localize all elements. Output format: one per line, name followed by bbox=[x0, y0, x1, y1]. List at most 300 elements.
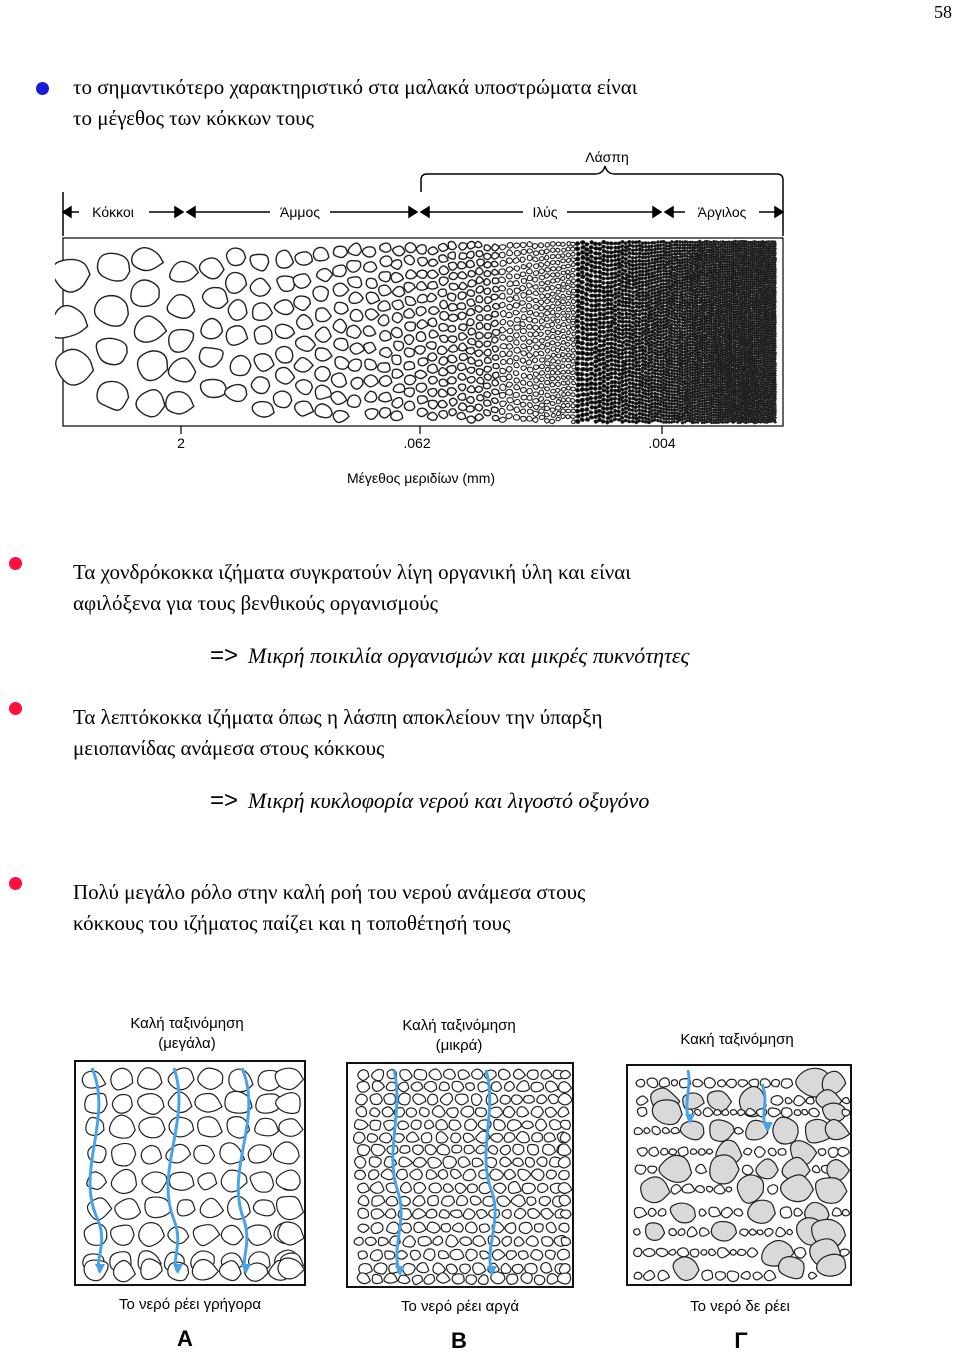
grain-particle bbox=[230, 355, 251, 375]
grain-particle bbox=[717, 386, 719, 388]
grain-particle bbox=[601, 407, 605, 410]
grain-particle bbox=[493, 303, 500, 309]
grain-particle bbox=[594, 271, 598, 274]
grain-particle bbox=[527, 346, 532, 351]
grain-particle bbox=[741, 421, 743, 423]
grain-particle bbox=[613, 305, 616, 308]
grain-particle bbox=[647, 259, 650, 262]
grain-particle bbox=[701, 419, 703, 421]
grain-particle bbox=[662, 308, 665, 310]
grain-particle bbox=[628, 417, 631, 419]
grain-particle bbox=[653, 386, 656, 388]
grain-particle bbox=[671, 307, 673, 309]
grain-particle bbox=[590, 304, 594, 307]
grain-particle bbox=[507, 304, 513, 309]
grain-particle bbox=[566, 296, 571, 300]
grain-particle bbox=[648, 408, 651, 410]
grain-particle bbox=[659, 277, 661, 279]
grain-particle bbox=[722, 246, 724, 247]
grain-particle bbox=[758, 390, 760, 392]
grain-particle bbox=[613, 351, 616, 354]
grain-particle bbox=[650, 344, 653, 346]
grain-particle bbox=[679, 318, 681, 320]
grain-particle bbox=[594, 378, 597, 381]
grain-particle bbox=[684, 261, 686, 263]
grain-particle bbox=[638, 390, 641, 393]
grain-particle bbox=[585, 253, 589, 257]
grain-particle bbox=[703, 323, 705, 325]
grain-particle bbox=[334, 302, 348, 314]
grain-particle bbox=[647, 380, 650, 382]
grain-particle bbox=[521, 308, 527, 313]
grain-particle bbox=[598, 257, 602, 260]
grain-particle bbox=[492, 415, 499, 420]
grain-particle bbox=[641, 374, 644, 376]
grain-particle bbox=[651, 334, 654, 336]
grain-particle bbox=[576, 420, 580, 424]
grain-particle bbox=[694, 325, 696, 327]
grain-particle bbox=[701, 368, 703, 370]
grain-particle bbox=[762, 351, 764, 353]
grain-particle bbox=[713, 388, 715, 390]
grain-particle bbox=[717, 275, 719, 277]
grain-particle bbox=[589, 299, 593, 302]
grain-particle bbox=[500, 302, 506, 307]
grain-particle bbox=[762, 335, 764, 337]
grain-particle bbox=[733, 397, 735, 399]
grain-particle bbox=[719, 317, 721, 319]
grain-particle bbox=[717, 379, 719, 381]
grain-particle bbox=[651, 416, 654, 418]
grain-particle bbox=[589, 274, 593, 277]
grain-particle bbox=[484, 288, 491, 294]
grain-particle bbox=[656, 369, 659, 371]
grain-particle bbox=[724, 274, 726, 276]
grain-particle bbox=[642, 352, 645, 355]
grain-particle bbox=[694, 369, 696, 371]
grain-particle bbox=[657, 380, 660, 382]
grain-particle bbox=[641, 420, 644, 422]
grain-particle bbox=[713, 352, 715, 354]
grain-particle bbox=[713, 279, 715, 281]
grain-particle bbox=[696, 260, 698, 262]
grain-particle bbox=[704, 397, 706, 399]
grain-particle bbox=[641, 402, 644, 404]
grain-particle bbox=[735, 378, 737, 380]
grain-particle bbox=[609, 420, 612, 423]
grain-particle bbox=[689, 270, 691, 272]
grain-particle bbox=[602, 348, 605, 351]
grain-particle bbox=[726, 310, 728, 312]
grain-particle bbox=[756, 342, 758, 344]
grain-particle bbox=[662, 299, 665, 301]
grain-particle bbox=[476, 332, 483, 339]
grain-particle bbox=[580, 408, 584, 412]
grain-particle bbox=[614, 288, 617, 291]
grain-particle bbox=[476, 296, 483, 303]
grain-particle bbox=[514, 325, 521, 330]
grain-particle bbox=[679, 333, 681, 335]
grain-particle bbox=[580, 281, 584, 284]
grain-particle bbox=[733, 243, 735, 245]
grain-particle bbox=[694, 281, 696, 283]
grain-particle bbox=[638, 263, 641, 265]
grain-particle bbox=[449, 283, 458, 289]
grain-particle bbox=[566, 409, 571, 412]
grain-particle bbox=[631, 275, 634, 278]
grain-particle bbox=[662, 389, 665, 391]
grain-particle bbox=[614, 301, 617, 303]
grain-particle bbox=[638, 361, 641, 363]
grain-particle bbox=[694, 309, 696, 311]
grain-particle bbox=[703, 293, 705, 295]
grain-particle bbox=[760, 306, 762, 308]
grain-particle bbox=[749, 335, 751, 336]
grain-particle bbox=[706, 360, 708, 362]
grain-particle bbox=[610, 246, 613, 249]
grain-particle bbox=[741, 401, 743, 403]
grain-particle bbox=[676, 259, 678, 261]
grain-particle bbox=[735, 298, 737, 300]
grain-particle bbox=[491, 294, 498, 300]
grain-particle bbox=[533, 305, 539, 310]
grain-particle bbox=[679, 356, 681, 358]
grain-particle bbox=[589, 323, 593, 327]
grain-particle bbox=[745, 397, 747, 399]
grain-particle bbox=[635, 376, 638, 379]
grain-particle bbox=[691, 405, 693, 407]
grain-particle bbox=[624, 258, 627, 261]
grain-particle bbox=[624, 407, 627, 409]
grain-particle bbox=[404, 255, 414, 264]
grain-particle bbox=[648, 301, 651, 304]
grain-particle bbox=[667, 322, 670, 324]
grain-particle bbox=[589, 377, 592, 380]
grain-particle bbox=[706, 309, 708, 311]
grain-particle bbox=[539, 319, 544, 324]
grain-particle bbox=[363, 247, 376, 257]
grain-particle bbox=[499, 277, 506, 283]
grain-particle bbox=[665, 402, 667, 404]
grain-particle bbox=[594, 280, 598, 283]
grain-particle bbox=[684, 247, 686, 249]
grain-particle bbox=[251, 377, 269, 394]
grain-particle bbox=[598, 284, 601, 287]
grain-particle bbox=[594, 257, 598, 260]
grain-particle bbox=[598, 418, 602, 422]
grain-particle bbox=[682, 319, 684, 321]
grain-particle bbox=[701, 250, 703, 252]
grain-particle bbox=[754, 335, 756, 336]
grain-particle bbox=[699, 310, 701, 312]
grain-particle bbox=[641, 334, 644, 336]
grain-particle bbox=[670, 335, 673, 337]
grain-particle bbox=[631, 393, 634, 396]
grain-particle bbox=[576, 377, 580, 381]
grain-particle bbox=[609, 264, 613, 267]
grain-particle bbox=[701, 397, 703, 399]
grain-particle bbox=[665, 308, 668, 310]
grain-particle bbox=[598, 409, 602, 412]
grain-particle bbox=[699, 348, 701, 350]
grain-particle bbox=[602, 313, 605, 316]
grain-particle bbox=[679, 371, 681, 373]
grain-particle bbox=[417, 270, 427, 278]
grain-particle bbox=[484, 374, 491, 380]
grain-particle bbox=[589, 387, 593, 390]
grain-particle bbox=[752, 353, 754, 355]
grain-particle bbox=[676, 348, 678, 350]
grain-particle bbox=[602, 389, 606, 392]
grain-particle bbox=[711, 379, 713, 381]
grain-particle bbox=[764, 312, 766, 314]
grain-particle bbox=[641, 410, 644, 412]
grain-particle bbox=[699, 354, 701, 356]
grain-particle bbox=[662, 360, 664, 362]
grain-particle bbox=[715, 294, 717, 296]
grain-particle bbox=[644, 256, 647, 258]
grain-particle bbox=[737, 386, 739, 388]
grain-particle bbox=[659, 417, 661, 419]
grain-particle bbox=[507, 297, 513, 302]
grain-particle bbox=[676, 243, 678, 245]
grain-particle bbox=[710, 310, 712, 312]
grain-particle bbox=[617, 386, 620, 389]
grain-particle bbox=[551, 242, 556, 247]
grain-particle bbox=[428, 282, 438, 290]
grain-particle bbox=[703, 246, 705, 248]
grain-particle bbox=[628, 347, 631, 349]
grain-particle bbox=[614, 272, 617, 275]
grain-particle bbox=[521, 279, 526, 284]
grain-particle bbox=[545, 380, 550, 384]
grain-particle bbox=[391, 260, 401, 270]
grain-particle bbox=[606, 281, 610, 284]
grain-particle bbox=[635, 294, 638, 297]
grain-particle bbox=[621, 245, 624, 248]
grain-particle bbox=[686, 281, 688, 283]
grain-particle bbox=[624, 367, 627, 370]
grain-particle bbox=[720, 330, 722, 332]
grain-particle bbox=[662, 263, 664, 265]
grain-particle bbox=[631, 367, 634, 370]
grain-particle bbox=[648, 265, 651, 268]
grain-particle bbox=[665, 339, 668, 341]
grain-particle bbox=[681, 296, 683, 298]
grain-particle bbox=[679, 307, 681, 309]
grain-particle bbox=[699, 315, 701, 317]
grain-particle bbox=[741, 248, 743, 250]
grain-particle bbox=[708, 344, 710, 346]
grain-particle bbox=[500, 368, 506, 373]
grain-particle bbox=[662, 340, 665, 342]
grain-particle bbox=[638, 252, 641, 255]
grain-particle bbox=[513, 281, 519, 286]
grain-particle bbox=[657, 270, 659, 273]
grain-particle bbox=[739, 265, 741, 267]
grain-particle bbox=[689, 384, 691, 386]
grain-particle bbox=[739, 342, 741, 344]
grain-particle bbox=[645, 336, 648, 339]
grain-particle bbox=[681, 354, 684, 356]
grain-particle bbox=[749, 290, 751, 292]
grain-particle bbox=[467, 309, 475, 316]
grain-particle bbox=[659, 251, 661, 253]
grain-particle bbox=[641, 291, 644, 294]
grain-particle bbox=[617, 299, 620, 302]
grain-particle bbox=[728, 415, 730, 417]
grain-particle bbox=[735, 400, 737, 402]
grain-particle bbox=[651, 279, 654, 281]
grain-particle bbox=[663, 370, 665, 372]
grain-particle bbox=[532, 244, 537, 249]
grain-particle bbox=[730, 301, 732, 303]
grain-particle bbox=[514, 407, 520, 413]
grain-particle bbox=[684, 316, 687, 318]
grain-particle bbox=[617, 406, 620, 409]
grain-particle bbox=[581, 403, 585, 407]
grain-particle bbox=[662, 366, 665, 368]
grain-particle bbox=[539, 282, 544, 286]
grain-particle bbox=[594, 415, 598, 418]
grain-particle bbox=[647, 252, 650, 255]
grain-particle bbox=[756, 325, 758, 327]
grain-particle bbox=[684, 297, 686, 299]
grain-particle bbox=[476, 251, 483, 257]
grain-particle bbox=[743, 371, 745, 373]
paragraph-grain-size bbox=[73, 72, 637, 134]
grain-particle bbox=[602, 286, 605, 289]
grain-particle bbox=[691, 419, 693, 421]
grain-particle bbox=[635, 317, 638, 319]
grain-particle bbox=[756, 377, 758, 379]
grain-particle bbox=[754, 422, 756, 424]
grain-particle bbox=[676, 291, 679, 293]
grain-particle bbox=[513, 415, 519, 421]
grain-particle bbox=[545, 299, 550, 304]
grain-particle bbox=[625, 395, 628, 398]
grain-particle bbox=[752, 360, 754, 362]
grain-particle bbox=[665, 380, 667, 382]
grain-particle bbox=[717, 412, 719, 414]
grain-particle bbox=[533, 285, 538, 290]
grain-particle bbox=[703, 313, 705, 315]
grain-particle bbox=[694, 358, 696, 360]
grain-particle bbox=[621, 345, 624, 348]
grain-particle bbox=[514, 378, 520, 383]
grain-particle bbox=[556, 400, 561, 404]
grain-particle bbox=[606, 321, 610, 324]
grain-particle bbox=[499, 286, 506, 291]
grain-particle bbox=[621, 321, 624, 324]
grain-particle bbox=[404, 362, 415, 370]
grain-particle bbox=[715, 348, 717, 350]
grain-particle bbox=[654, 248, 657, 251]
grain-particle bbox=[647, 365, 650, 367]
grain-particle bbox=[728, 366, 730, 368]
grain-particle bbox=[710, 300, 712, 302]
grain-particle bbox=[676, 409, 678, 411]
grain-particle bbox=[200, 380, 227, 398]
grain-particle bbox=[580, 377, 584, 380]
grain-particle bbox=[696, 319, 698, 321]
grain-particle bbox=[631, 326, 634, 328]
grain-particle bbox=[681, 407, 684, 409]
grain-particle bbox=[514, 363, 519, 368]
grain-particle bbox=[602, 282, 605, 285]
grain-particle bbox=[475, 350, 483, 357]
grain-particle bbox=[484, 400, 491, 406]
grain-particle bbox=[762, 262, 764, 263]
grain-particle bbox=[638, 241, 641, 244]
grain-particle bbox=[686, 267, 689, 269]
grain-particle bbox=[694, 328, 696, 330]
grain-particle bbox=[758, 248, 760, 250]
grain-particle bbox=[743, 400, 745, 402]
grain-particle bbox=[689, 281, 691, 283]
grain-particle bbox=[585, 368, 589, 372]
grain-particle bbox=[747, 400, 749, 402]
grain-particle bbox=[610, 242, 613, 245]
grain-particle bbox=[475, 241, 482, 247]
grain-particle bbox=[539, 269, 545, 274]
grain-particle bbox=[764, 391, 766, 393]
grain-particle bbox=[743, 331, 745, 333]
grain-particle bbox=[610, 268, 613, 271]
grain-particle bbox=[668, 418, 671, 420]
grain-particle bbox=[660, 321, 662, 324]
grain-particle bbox=[735, 270, 737, 272]
grain-particle bbox=[653, 329, 656, 331]
grain-particle bbox=[635, 414, 638, 417]
grain-particle bbox=[724, 249, 726, 251]
grain-particle bbox=[701, 299, 703, 301]
grain-particle bbox=[644, 382, 647, 385]
grain-particle bbox=[545, 311, 551, 316]
grain-particle bbox=[679, 315, 681, 317]
grain-particle bbox=[715, 302, 717, 304]
grain-particle bbox=[762, 388, 764, 390]
grain-particle bbox=[585, 373, 589, 376]
grain-particle bbox=[730, 318, 732, 320]
grain-particle bbox=[638, 256, 641, 259]
grain-particle bbox=[520, 388, 526, 393]
grain-particle bbox=[660, 381, 662, 383]
grain-particle bbox=[644, 319, 647, 321]
grain-particle bbox=[585, 378, 589, 382]
grain-particle bbox=[743, 338, 745, 340]
grain-particle bbox=[726, 251, 728, 253]
grain-particle bbox=[598, 414, 602, 417]
grain-particle bbox=[659, 270, 662, 273]
grain-particle bbox=[699, 265, 701, 267]
grain-particle bbox=[648, 246, 651, 248]
grain-particle bbox=[660, 260, 662, 262]
grain-particle bbox=[673, 397, 675, 399]
grain-particle bbox=[679, 277, 681, 279]
grain-particle bbox=[724, 364, 726, 366]
grain-particle bbox=[676, 268, 678, 270]
grain-particle bbox=[751, 339, 753, 341]
grain-particle bbox=[686, 356, 688, 358]
grain-particle bbox=[606, 338, 609, 341]
grain-particle bbox=[571, 326, 575, 330]
grain-particle bbox=[613, 385, 616, 388]
grain-particle bbox=[733, 324, 735, 326]
grain-particle bbox=[692, 422, 694, 424]
grain-particle bbox=[735, 318, 737, 320]
grain-particle bbox=[674, 355, 676, 357]
